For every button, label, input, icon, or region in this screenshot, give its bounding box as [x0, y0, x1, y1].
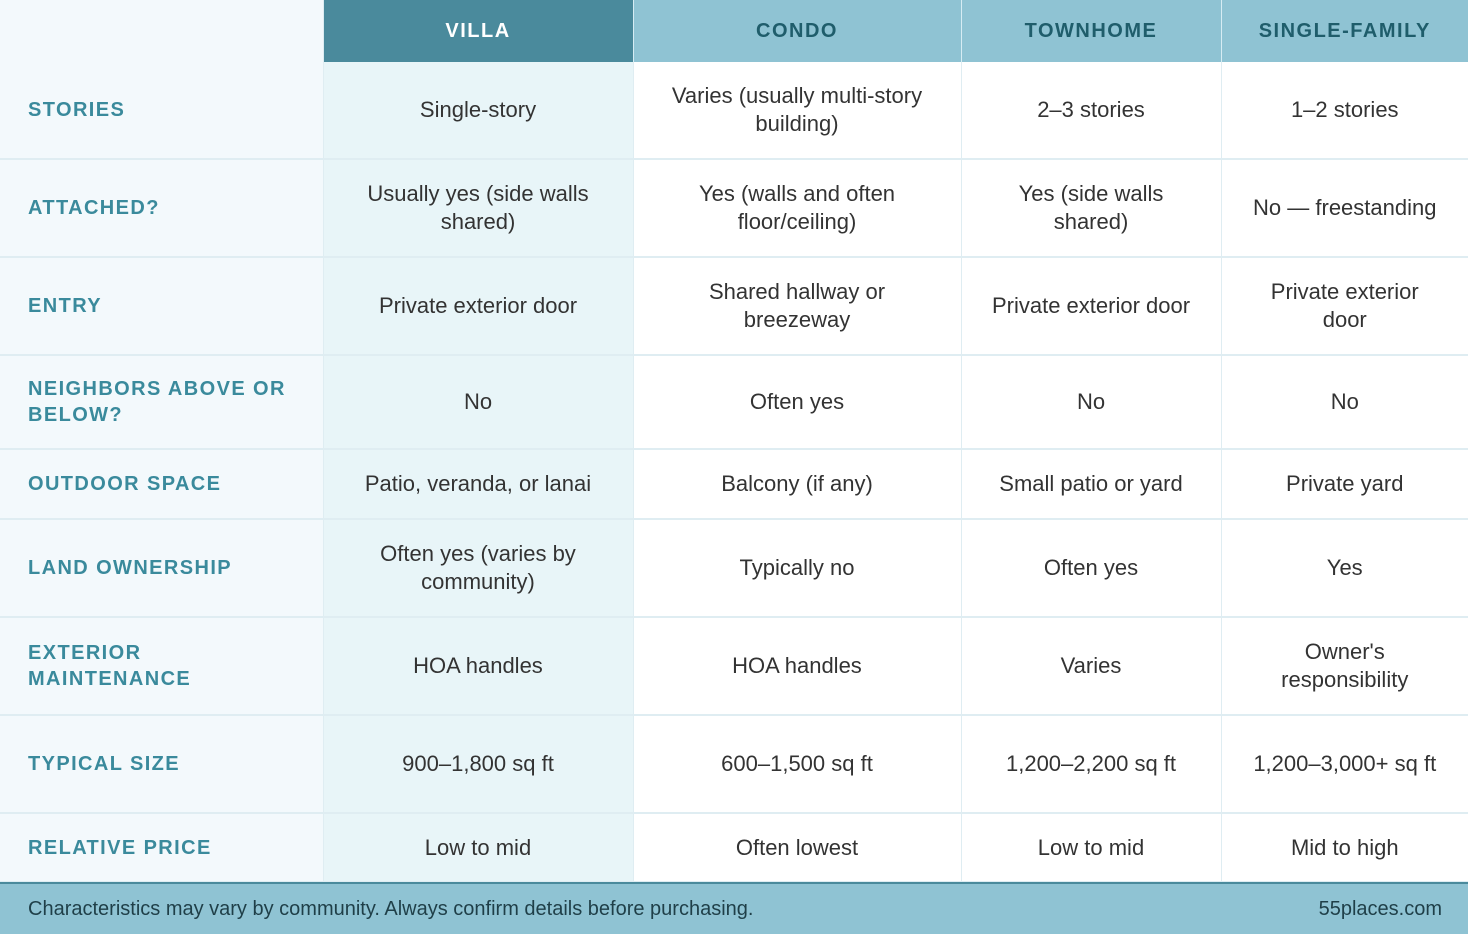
- table-cell-townhome: Low to mid: [961, 813, 1221, 882]
- table-cell-villa: Single-story: [323, 62, 633, 159]
- table-row-entry: [0, 257, 1468, 355]
- table-cell-villa: Patio, veranda, or lanai: [323, 449, 633, 519]
- footer-source: 55places.com: [1318, 897, 1442, 920]
- table-row-typical-size: [0, 715, 1468, 813]
- table-cell-single-family: Private exterior door: [1221, 257, 1468, 355]
- footer-note: Characteristics may vary by community. Always confirm details before purchasing.: [28, 897, 754, 920]
- row-label: RELATIVE PRICE: [0, 813, 323, 882]
- row-label: ATTACHED?: [0, 159, 323, 257]
- table-cell-single-family: No — freestanding: [1221, 159, 1468, 257]
- table-row-attached: [0, 159, 1468, 257]
- column-header-villa: VILLA: [323, 0, 633, 62]
- footer-bar: [0, 882, 1468, 934]
- table-cell-townhome: Small patio or yard: [961, 449, 1221, 519]
- table-cell-villa: Usually yes (side walls shared): [323, 159, 633, 257]
- table-cell-condo: Balcony (if any): [633, 449, 961, 519]
- column-header-single-family: SINGLE-FAMILY: [1221, 0, 1468, 62]
- table-cell-condo: Varies (usually multi-story building): [633, 62, 961, 159]
- column-header-condo: CONDO: [633, 0, 961, 62]
- table-cell-townhome: 1,200–2,200 sq ft: [961, 715, 1221, 813]
- table-cell-condo: Typically no: [633, 519, 961, 617]
- table-cell-townhome: Private exterior door: [961, 257, 1221, 355]
- table-cell-single-family: Mid to high: [1221, 813, 1468, 882]
- table-cell-single-family: Owner's responsibility: [1221, 617, 1468, 715]
- table-cell-villa: Low to mid: [323, 813, 633, 882]
- table-cell-villa: HOA handles: [323, 617, 633, 715]
- table-cell-townhome: Often yes: [961, 519, 1221, 617]
- table-cell-townhome: No: [961, 355, 1221, 449]
- table-cell-townhome: Varies: [961, 617, 1221, 715]
- column-header-townhome: TOWNHOME: [961, 0, 1221, 62]
- table-cell-townhome: Yes (side walls shared): [961, 159, 1221, 257]
- table-row-stories: [0, 62, 1468, 159]
- table-cell-condo: Often yes: [633, 355, 961, 449]
- header-row: [0, 0, 1468, 62]
- table-cell-townhome: 2–3 stories: [961, 62, 1221, 159]
- table-cell-single-family: No: [1221, 355, 1468, 449]
- row-label: LAND OWNERSHIP: [0, 519, 323, 617]
- header-corner: [0, 0, 323, 62]
- table-cell-condo: HOA handles: [633, 617, 961, 715]
- table-cell-single-family: Yes: [1221, 519, 1468, 617]
- row-label: EXTERIOR MAINTENANCE: [0, 617, 323, 715]
- row-label: STORIES: [0, 62, 323, 159]
- row-label: NEIGHBORS ABOVE OR BELOW?: [0, 355, 323, 449]
- table-row-exterior-maintenance: [0, 617, 1468, 715]
- table-cell-villa: No: [323, 355, 633, 449]
- row-label: TYPICAL SIZE: [0, 715, 323, 813]
- table-cell-single-family: Private yard: [1221, 449, 1468, 519]
- table-cell-condo: Shared hallway or breezeway: [633, 257, 961, 355]
- table-cell-condo: 600–1,500 sq ft: [633, 715, 961, 813]
- table-row-outdoor-space: [0, 449, 1468, 519]
- table-cell-single-family: 1,200–3,000+ sq ft: [1221, 715, 1468, 813]
- row-label: OUTDOOR SPACE: [0, 449, 323, 519]
- table-row-neighbors: [0, 355, 1468, 449]
- table-row-relative-price: [0, 813, 1468, 882]
- table-cell-condo: Often lowest: [633, 813, 961, 882]
- table-cell-single-family: 1–2 stories: [1221, 62, 1468, 159]
- table-cell-condo: Yes (walls and often floor/ceiling): [633, 159, 961, 257]
- row-label: ENTRY: [0, 257, 323, 355]
- table-row-land-ownership: [0, 519, 1468, 617]
- table-cell-villa: 900–1,800 sq ft: [323, 715, 633, 813]
- table-cell-villa: Often yes (varies by community): [323, 519, 633, 617]
- table-cell-villa: Private exterior door: [323, 257, 633, 355]
